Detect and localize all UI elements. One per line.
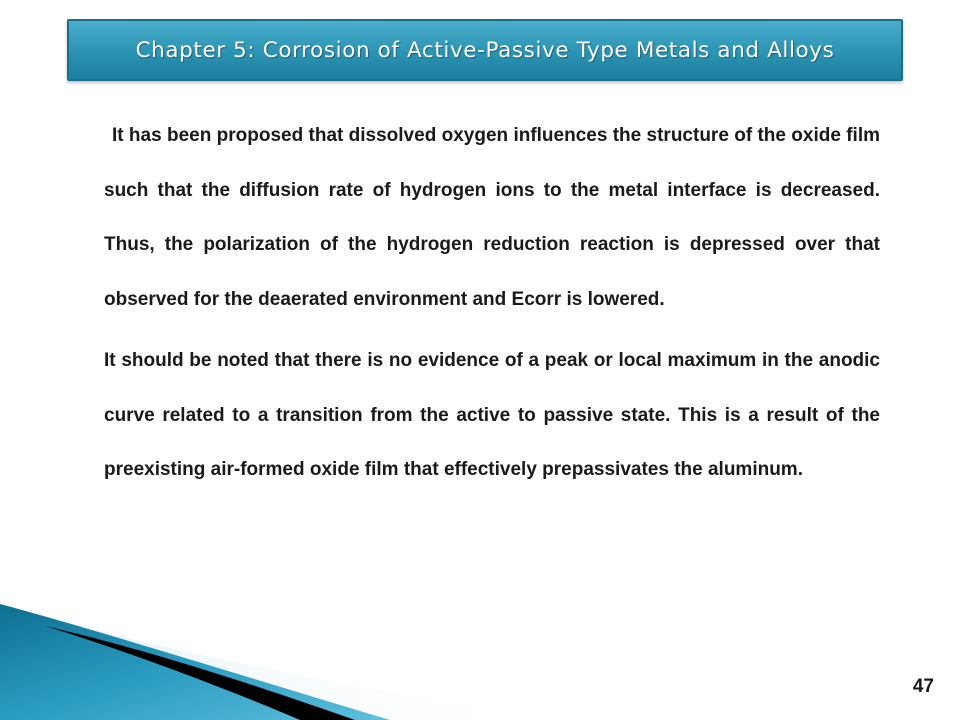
teal-swoosh-shape — [0, 604, 390, 720]
paragraph-anodic-curve: It should be noted that there is no evidence of a peak or local maximum in the anodic curve related to a transition from the active to passive state. This is a result of the preexisting air-formed oxide film that effectively prepassivates the aluminum. — [104, 350, 880, 480]
black-swoosh-shape — [45, 626, 355, 720]
paragraph-oxygen-influence: It has been proposed that dissolved oxygen influences the structure of the oxide film such that the diffusion rate of hydrogen ions to the metal interface is decreased. Thus, the polarization of the hydrogen reduction reaction is depressed over that observed for the deaerated environment and Ecorr is lowered. — [104, 125, 880, 310]
slide-title-bar — [67, 19, 903, 81]
slide-body — [104, 109, 880, 498]
page-number: 47 — [912, 676, 934, 697]
pale-swoosh-shape — [0, 604, 560, 720]
slide-title: Chapter 5: Corrosion of Active-Passive Type Metals and Alloys — [135, 37, 835, 63]
